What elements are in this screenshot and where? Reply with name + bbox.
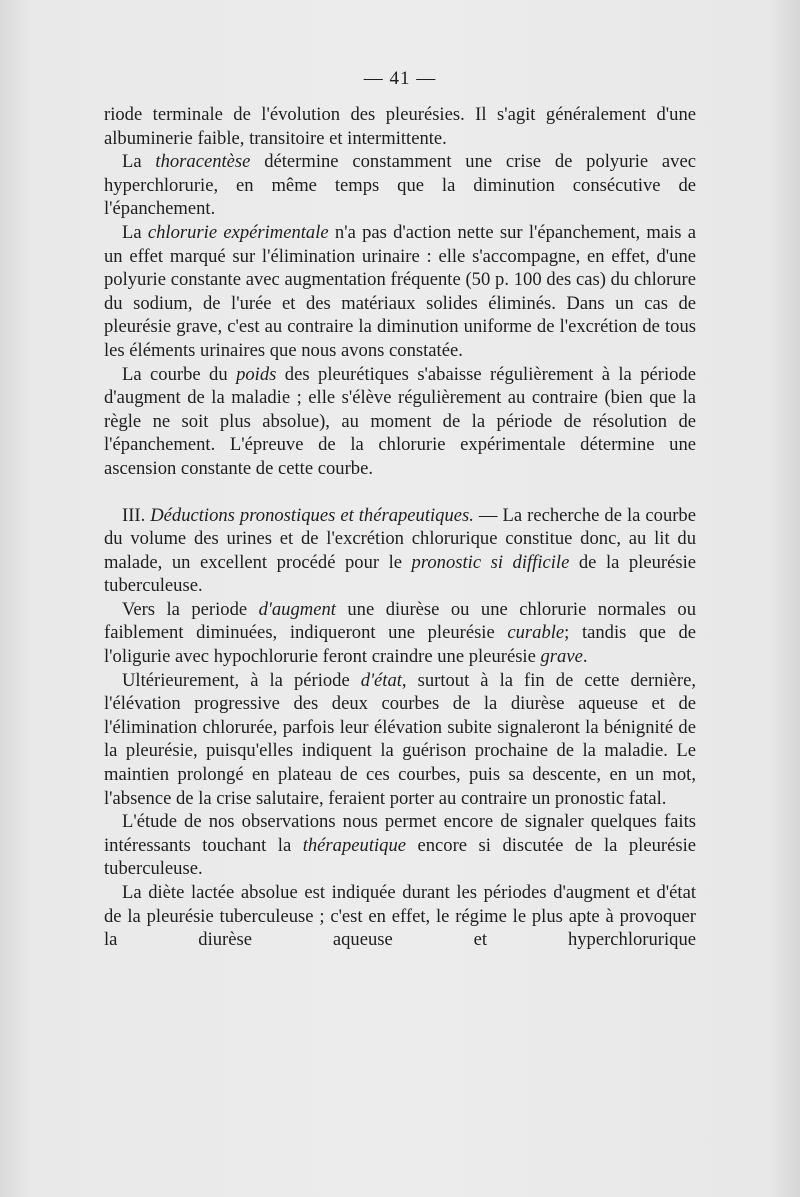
- italic-term: grave: [540, 646, 583, 668]
- paragraph-augment: [104, 598, 696, 669]
- text-run: Vers la periode: [122, 598, 259, 620]
- page-body: [104, 103, 696, 952]
- italic-term: poids: [236, 363, 277, 385]
- paragraph-therapeutique: [104, 810, 696, 881]
- text-run: n'a pas d'action nette sur l'épanchement, mais a un effet marqué sur l'élimination urinaire : elle s'accompagne, en effet, d'une polyurie constante avec augmentation fréquente (50 p. 100 des cas) du chlorure du sodium, de l'urée et des matériaux solides éliminés. Dans un cas de pleurésie grave, c'est au contraire la diminution uniforme de l'excrétion de tous les éléments urinaires que nous avons constatée.: [104, 221, 696, 361]
- text-run: La: [122, 151, 156, 173]
- text-run: une diurèse ou une chlorurie normales ou faiblement diminuées, indiqueront une pleurésie: [104, 598, 696, 644]
- italic-term: thoracentèse: [155, 151, 251, 173]
- text-run: , surtout à la fin de cette dernière, l'élévation progressive des deux courbes de la diurèse aqueuse et de l'élimination chlorurée, parfois leur élévation subite signaleront la bénignité de la pleurésie, puisqu'elles indiquent la guérison prochaine de la maladie. Le maintien prolongé en plateau de ces courbes, puis sa descente, en un mot, l'absence de la crise salutaire, feraient porter au contraire un pronostic fatal.: [104, 669, 696, 809]
- text-run: ; tandis que de l'oligurie avec hypochlorurie feront craindre une pleurésie: [104, 622, 696, 668]
- section-number: III.: [122, 504, 151, 526]
- italic-term: thérapeutique: [302, 834, 406, 856]
- text-run: encore si discutée de la pleurésie tuberculeuse.: [104, 834, 696, 880]
- italic-term: d'augment: [258, 598, 336, 620]
- text-run: de la pleurésie tuberculeuse.: [104, 551, 696, 597]
- text-run: L'étude de nos observations nous permet encore de signaler quelques faits intéressants touchant la: [104, 811, 696, 856]
- page-number: — 41 —: [363, 68, 437, 89]
- paragraph-diete: [104, 881, 696, 952]
- text-run: La courbe du: [122, 363, 237, 385]
- italic-term: d'état: [360, 669, 402, 691]
- paragraph-thoracentese: [104, 150, 696, 221]
- paragraph-etat: [104, 669, 696, 811]
- italic-term: pronostic si difficile: [411, 551, 570, 573]
- italic-term: chlorurie expérimentale: [147, 221, 329, 243]
- text-run: .: [582, 646, 588, 668]
- paragraph-chlorurie: [104, 221, 696, 363]
- section-title: Déductions pronostiques et thérapeutiques.: [150, 504, 474, 526]
- text-run: — La recherche de la courbe du volume des urines et de l'excrétion chlorurique constitue donc, au lit du malade, un excellent procédé pour le: [104, 504, 696, 573]
- section-heading-paragraph: [104, 504, 696, 598]
- text-run: des pleurétiques s'abaisse régulièrement à la période d'augment de la maladie ; elle s'élève régulièrement au contraire (bien que la règle ne soit plus absolue), au moment de la période de résolution de l'épanchement. L'épreuve de la chlorurie expérimentale détermine une ascension constante de cette courbe.: [104, 363, 696, 479]
- text-run: La: [122, 221, 148, 243]
- paragraph-text: La diète lactée absolue est indiquée durant les périodes d'augment et d'état de la pleurésie tuberculeuse ; c'est en effet, le régime le plus apte à provoquer la diurèse aqueuse et hyperchlorurique: [104, 882, 696, 951]
- paragraph-text: riode terminale de l'évolution des pleurésies. Il s'agit généralement d'une albuminerie faible, transitoire et intermittente.: [104, 104, 696, 149]
- text-run: détermine constamment une crise de polyurie avec hyperchlorurie, en même temps que la diminution consécutive de l'épanchement.: [104, 151, 696, 220]
- paragraph-continuation: [104, 103, 696, 150]
- text-run: Ultérieurement, à la période: [122, 669, 361, 691]
- paragraph-poids: [104, 363, 696, 481]
- italic-term: curable: [507, 622, 565, 644]
